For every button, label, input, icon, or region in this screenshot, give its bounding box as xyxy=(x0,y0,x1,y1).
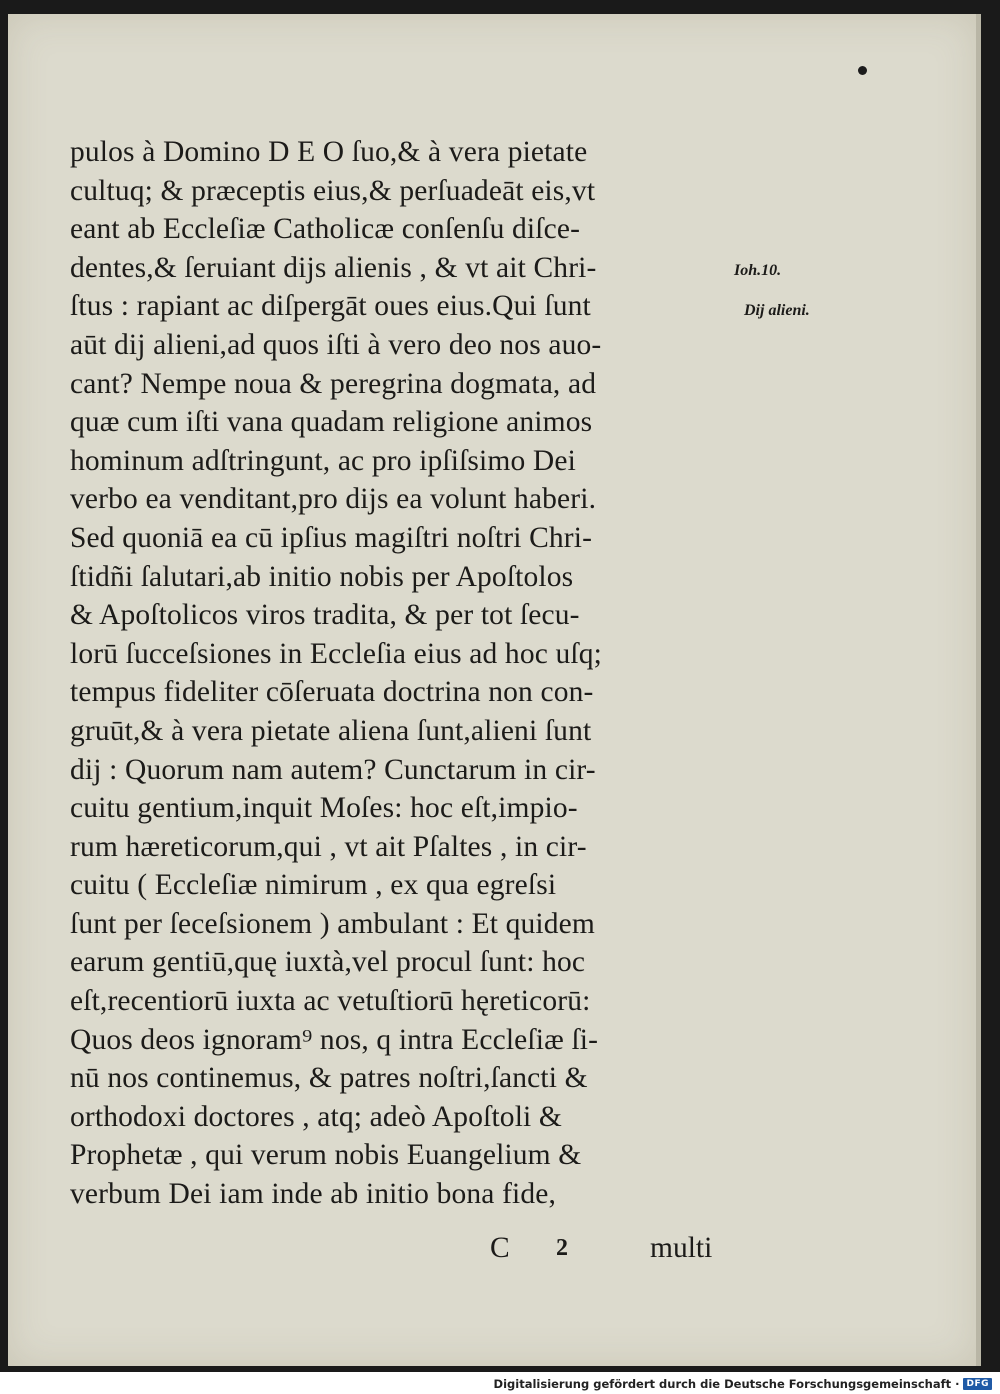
text-line: aūt dij alieni,ad quos iſti à vero deo nos auo- xyxy=(70,328,602,361)
text-line: dentes,& ſeruiant dijs alienis , & vt ait Chri- xyxy=(70,251,597,284)
text-line: nū nos continemus, & patres noſtri,ſancti & xyxy=(70,1062,588,1095)
text-line: cant? Nempe noua & peregrina dogmata, ad xyxy=(70,367,597,400)
text-line: pulos à Domino D E O ſuo,& à vera pietate xyxy=(70,136,588,168)
text-line: cultuq; & præceptis eius,& perſuadeāt eis,vt xyxy=(70,174,596,207)
text-line: hominum adſtringunt, ac pro ipſiſsimo Dei xyxy=(70,444,576,477)
text-line: quæ cum iſti vana quadam religione animos xyxy=(70,406,593,439)
margin-note-reference: Ioh.10. xyxy=(734,262,782,279)
text-line: lorū ſucceſsiones in Eccleſia eius ad hoc uſq; xyxy=(70,637,602,670)
signature-mark: C xyxy=(490,1232,510,1264)
text-line: Quos deos ignoram⁹ nos, q intra Eccleſiæ ſi- xyxy=(70,1023,599,1056)
text-line: cuitu gentium,inquit Moſes: hoc eſt,impio- xyxy=(70,792,578,825)
signature-number: 2 xyxy=(556,1235,568,1261)
dfg-logo: DFG xyxy=(963,1378,992,1390)
margin-note-gloss: Dij alieni. xyxy=(744,302,810,319)
text-line: eant ab Eccleſiæ Catholicæ conſenſu diſce- xyxy=(70,213,581,246)
text-line: gruūt,& à vera pietate aliena ſunt,alieni ſunt xyxy=(70,714,592,747)
text-line: Prophetæ , qui verum nobis Euangelium & xyxy=(70,1139,582,1172)
text-line: earum gentiū,quę iuxtà,vel procul ſunt: hoc xyxy=(70,946,586,979)
text-line: eſt,recentiorū iuxta ac vetuſtiorū hęreticorū: xyxy=(70,985,591,1018)
text-line: rum hæreticorum,qui , vt ait Pſaltes , in cir- xyxy=(70,830,587,863)
body-text xyxy=(70,133,750,1214)
text-line: tempus fideliter cōſeruata doctrina non con- xyxy=(70,676,594,709)
text-line: cuitu ( Eccleſiæ nimirum , ex qua egreſsi xyxy=(70,869,557,902)
text-line: ſtidñi ſalutari,ab initio nobis per Apoſtolos xyxy=(70,560,574,593)
text-line: & Apoſtolicos viros tradita, & per tot ſecu- xyxy=(70,599,580,632)
text-line: dij : Quorum nam autem? Cunctarum in cir- xyxy=(70,753,596,786)
text-line: verbum Dei iam inde ab initio bona fide, xyxy=(70,1178,557,1211)
page-edge xyxy=(976,14,981,1366)
credit-text: Digitalisierung gefördert durch die Deutsche Forschungsgemeinschaft · xyxy=(493,1377,960,1391)
catchword: multi xyxy=(650,1232,713,1264)
ink-dot-mark xyxy=(858,66,867,75)
digitization-credit xyxy=(494,1377,992,1391)
text-line: ſtus : rapiant ac diſpergāt oues eius.Qui ſunt xyxy=(70,290,591,323)
text-line: Sed quoniā ea cū ipſius magiſtri noſtri Chri- xyxy=(70,521,593,554)
text-line: verbo ea venditant,pro dijs ea volunt haberi. xyxy=(70,483,597,516)
text-line: ſunt per ſeceſsionem ) ambulant : Et quidem xyxy=(70,907,596,940)
text-line: orthodoxi doctores , atq; adeò Apoſtoli & xyxy=(70,1100,563,1133)
